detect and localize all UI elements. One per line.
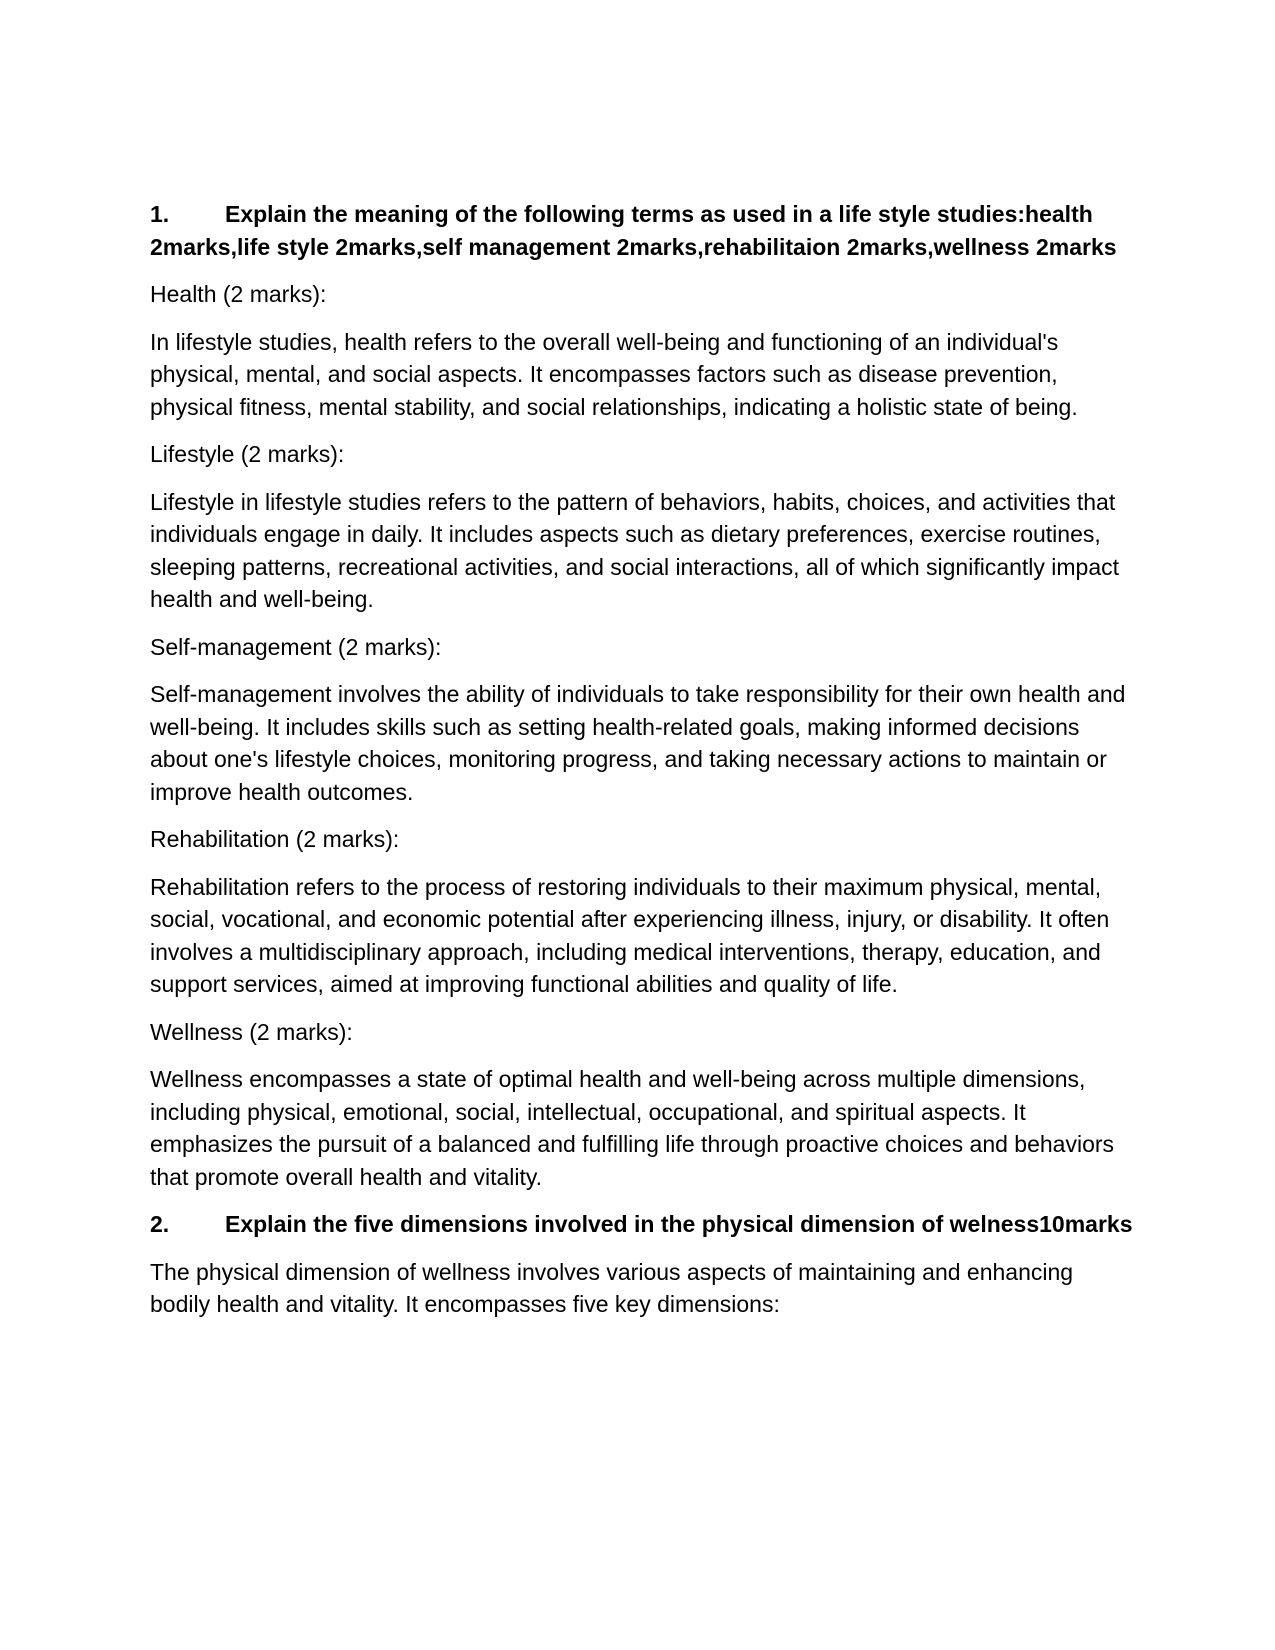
term-body-wellness: Wellness encompasses a state of optimal health and well-being across multiple dimensions, including physical, emotional, social, intellectual, occupational, and spiritual aspects. It emphasizes the pursuit of a balanced and fulfilling life through proactive choices and behaviors that promote overall health and vitality.: [150, 1066, 1115, 1190]
term-heading-wellness: Wellness (2 marks):: [150, 1018, 353, 1045]
term-heading-rehabilitation: Rehabilitation (2 marks):: [150, 826, 400, 852]
question-1: [150, 198, 1135, 263]
question-2: [150, 1208, 1135, 1241]
question-number: 2.: [150, 1211, 170, 1237]
question-number: 1.: [150, 201, 170, 227]
question-text: Explain the five dimensions involved in the physical dimension of welness10marks: [225, 1211, 1133, 1237]
term-heading-health: Health (2 marks):: [150, 281, 327, 307]
question-text: Explain the meaning of the following terms as used in a life style studies:health 2marks,life style 2marks,self management 2marks,rehabilitaion 2marks,wellness 2marks: [150, 201, 1117, 260]
term-body-health: In lifestyle studies, health refers to the overall well-being and functioning of an individual's physical, mental, and social aspects. It encompasses factors such as disease prevention, physical fitness, mental stability, and social relationships, indicating a holistic state of being.: [150, 328, 1078, 420]
term-body-lifestyle: Lifestyle in lifestyle studies refers to the pattern of behaviors, habits, choices, and activities that individuals engage in daily. It includes aspects such as dietary preferences, exercise routines, sleeping patterns, recreational activities, and social interactions, all of which significantly impact health and well-being.: [150, 488, 1120, 612]
document-page: [150, 198, 1135, 1336]
term-body-rehabilitation: Rehabilitation refers to the process of restoring individuals to their maximum physical, mental, social, vocational, and economic potential after experiencing illness, injury, or disability. It often involves a multidisciplinary approach, including medical interventions, therapy, education, and support services, aimed at improving functional abilities and quality of life.: [150, 873, 1110, 997]
term-body-self-management: Self-management involves the ability of individuals to take responsibility for their own health and well-being. It includes skills such as setting health-related goals, making informed decisions about one's lifestyle choices, monitoring progress, and taking necessary actions to maintain or improve health outcomes.: [150, 681, 1126, 805]
term-heading-lifestyle: Lifestyle (2 marks):: [150, 441, 345, 467]
term-heading-self-management: Self-management (2 marks):: [150, 633, 442, 660]
question-2-answer: The physical dimension of wellness involves various aspects of maintaining and enhancing bodily health and vitality. It encompasses five key dimensions:: [150, 1258, 1074, 1317]
